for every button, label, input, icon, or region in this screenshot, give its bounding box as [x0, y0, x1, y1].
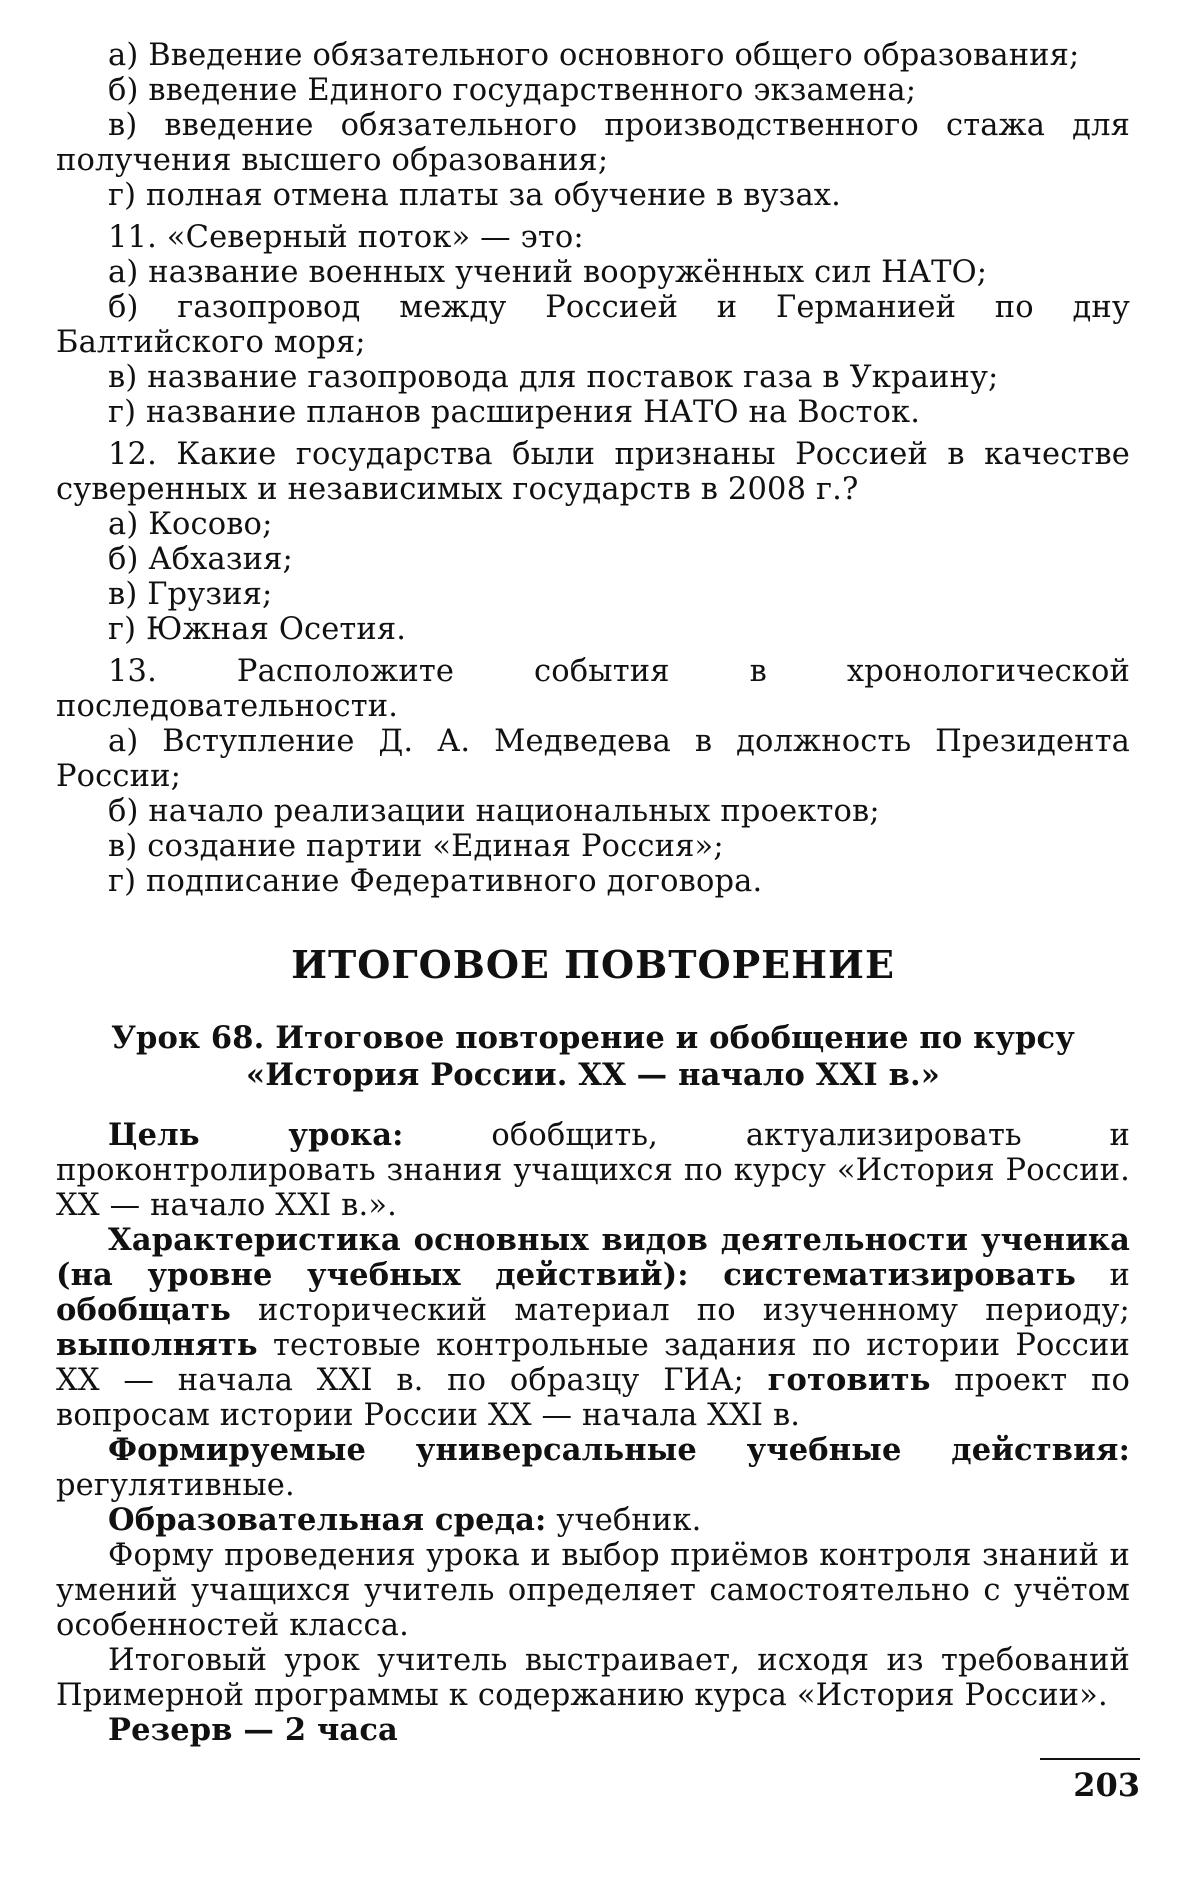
page-number-rule — [1040, 1758, 1140, 1760]
lesson-environment — [56, 1503, 1130, 1538]
paragraph-final-lesson: Итоговый урок учитель выстраивает, исходя из требований Примерной программы к содержанию курса «История России». — [56, 1643, 1130, 1713]
lesson-title-line2: «История России. XX — начало XXI в.» — [246, 1057, 940, 1093]
q13-option-d: г) подписание Федеративного договора. — [108, 864, 763, 899]
uud-text: регулятивные. — [56, 1468, 295, 1503]
characteristic-verb-systematize: систематизировать — [688, 1257, 1076, 1293]
q13-option-b: б) начало реализации национальных проектов; — [108, 794, 880, 829]
q13-question: 13. Расположите события в хронологической последовательности. — [56, 654, 1130, 724]
lesson-uud — [56, 1433, 1130, 1503]
q10-option-b: б) введение Единого государственного экзамена; — [108, 73, 917, 108]
q12-option-d: г) Южная Осетия. — [108, 612, 407, 647]
q10-option-d: г) полная отмена платы за обучение в вузах. — [108, 178, 841, 213]
q12-option-b: б) Абхазия; — [108, 542, 293, 577]
q10-option-a: а) Введение обязательного основного общего образования; — [108, 38, 1080, 73]
page-number: 203 — [1073, 1766, 1140, 1804]
section-title: ИТОГОВОЕ ПОВТОРЕНИЕ — [291, 942, 895, 987]
q11-option-b: б) газопровод между Россией и Германией по дну Балтийского моря; — [56, 290, 1130, 360]
q12-option-a: а) Косово; — [108, 507, 273, 542]
environment-text: учебник. — [546, 1503, 702, 1538]
characteristic-verb-generalize: обобщать — [56, 1292, 231, 1328]
q11-option-c: в) название газопровода для поставок газа в Украину; — [108, 360, 999, 395]
body-text — [56, 38, 1130, 1748]
reserve-hours: Резерв — 2 часа — [108, 1712, 398, 1748]
characteristic-label: Характеристика основных видов деятельности ученика (на уровне учебных действий): — [56, 1222, 1130, 1293]
characteristic-verb-perform: выполнять — [56, 1327, 258, 1363]
q12-option-c: в) Грузия; — [108, 577, 273, 612]
paragraph-lesson-form: Форму проведения урока и выбор приёмов контроля знаний и умений учащихся учитель определяет самостоятельно с учётом особенностей класса. — [56, 1538, 1130, 1643]
characteristic-text-3: проект по вопросам истории России XX — начала XXI в. — [56, 1363, 1130, 1433]
characteristic-and: и — [1075, 1258, 1130, 1293]
q11-option-a: а) название военных учений вооружённых сил НАТО; — [108, 255, 988, 290]
lesson-title-line1: Урок 68. Итоговое повторение и обобщение по курсу — [111, 1020, 1075, 1056]
environment-label: Образовательная среда: — [108, 1502, 547, 1538]
lesson-title — [56, 1020, 1130, 1094]
q12-question: 12. Какие государства были признаны Россией в качестве суверенных и независимых государств в 2008 г.? — [56, 437, 1130, 507]
goal-text: обобщить, актуализировать и проконтролировать знания учащихся по курсу «История России. XX — начало XXI в.». — [56, 1118, 1131, 1223]
characteristic-verb-prepare: готовить — [767, 1362, 931, 1398]
q10-option-c: в) введение обязательного производственного стажа для получения высшего образования; — [56, 108, 1130, 178]
q11-question: 11. «Северный поток» — это: — [108, 220, 584, 255]
characteristic-text-2: тестовые контрольные задания по истории России XX — начала XXI в. по образцу ГИА; — [56, 1328, 1130, 1398]
q13-option-a: а) Вступление Д. А. Медведева в должность Президента России; — [56, 724, 1130, 794]
lesson-goal — [56, 1118, 1130, 1223]
lesson-characteristic — [56, 1223, 1130, 1433]
uud-label: Формируемые универсальные учебные действия: — [108, 1432, 1130, 1468]
q13-option-c: в) создание партии «Единая Россия»; — [108, 829, 724, 864]
characteristic-text-1: исторический материал по изученному периоду; — [230, 1293, 1130, 1328]
goal-label: Цель урока: — [108, 1117, 404, 1153]
q11-option-d: г) название планов расширения НАТО на Восток. — [108, 395, 921, 430]
